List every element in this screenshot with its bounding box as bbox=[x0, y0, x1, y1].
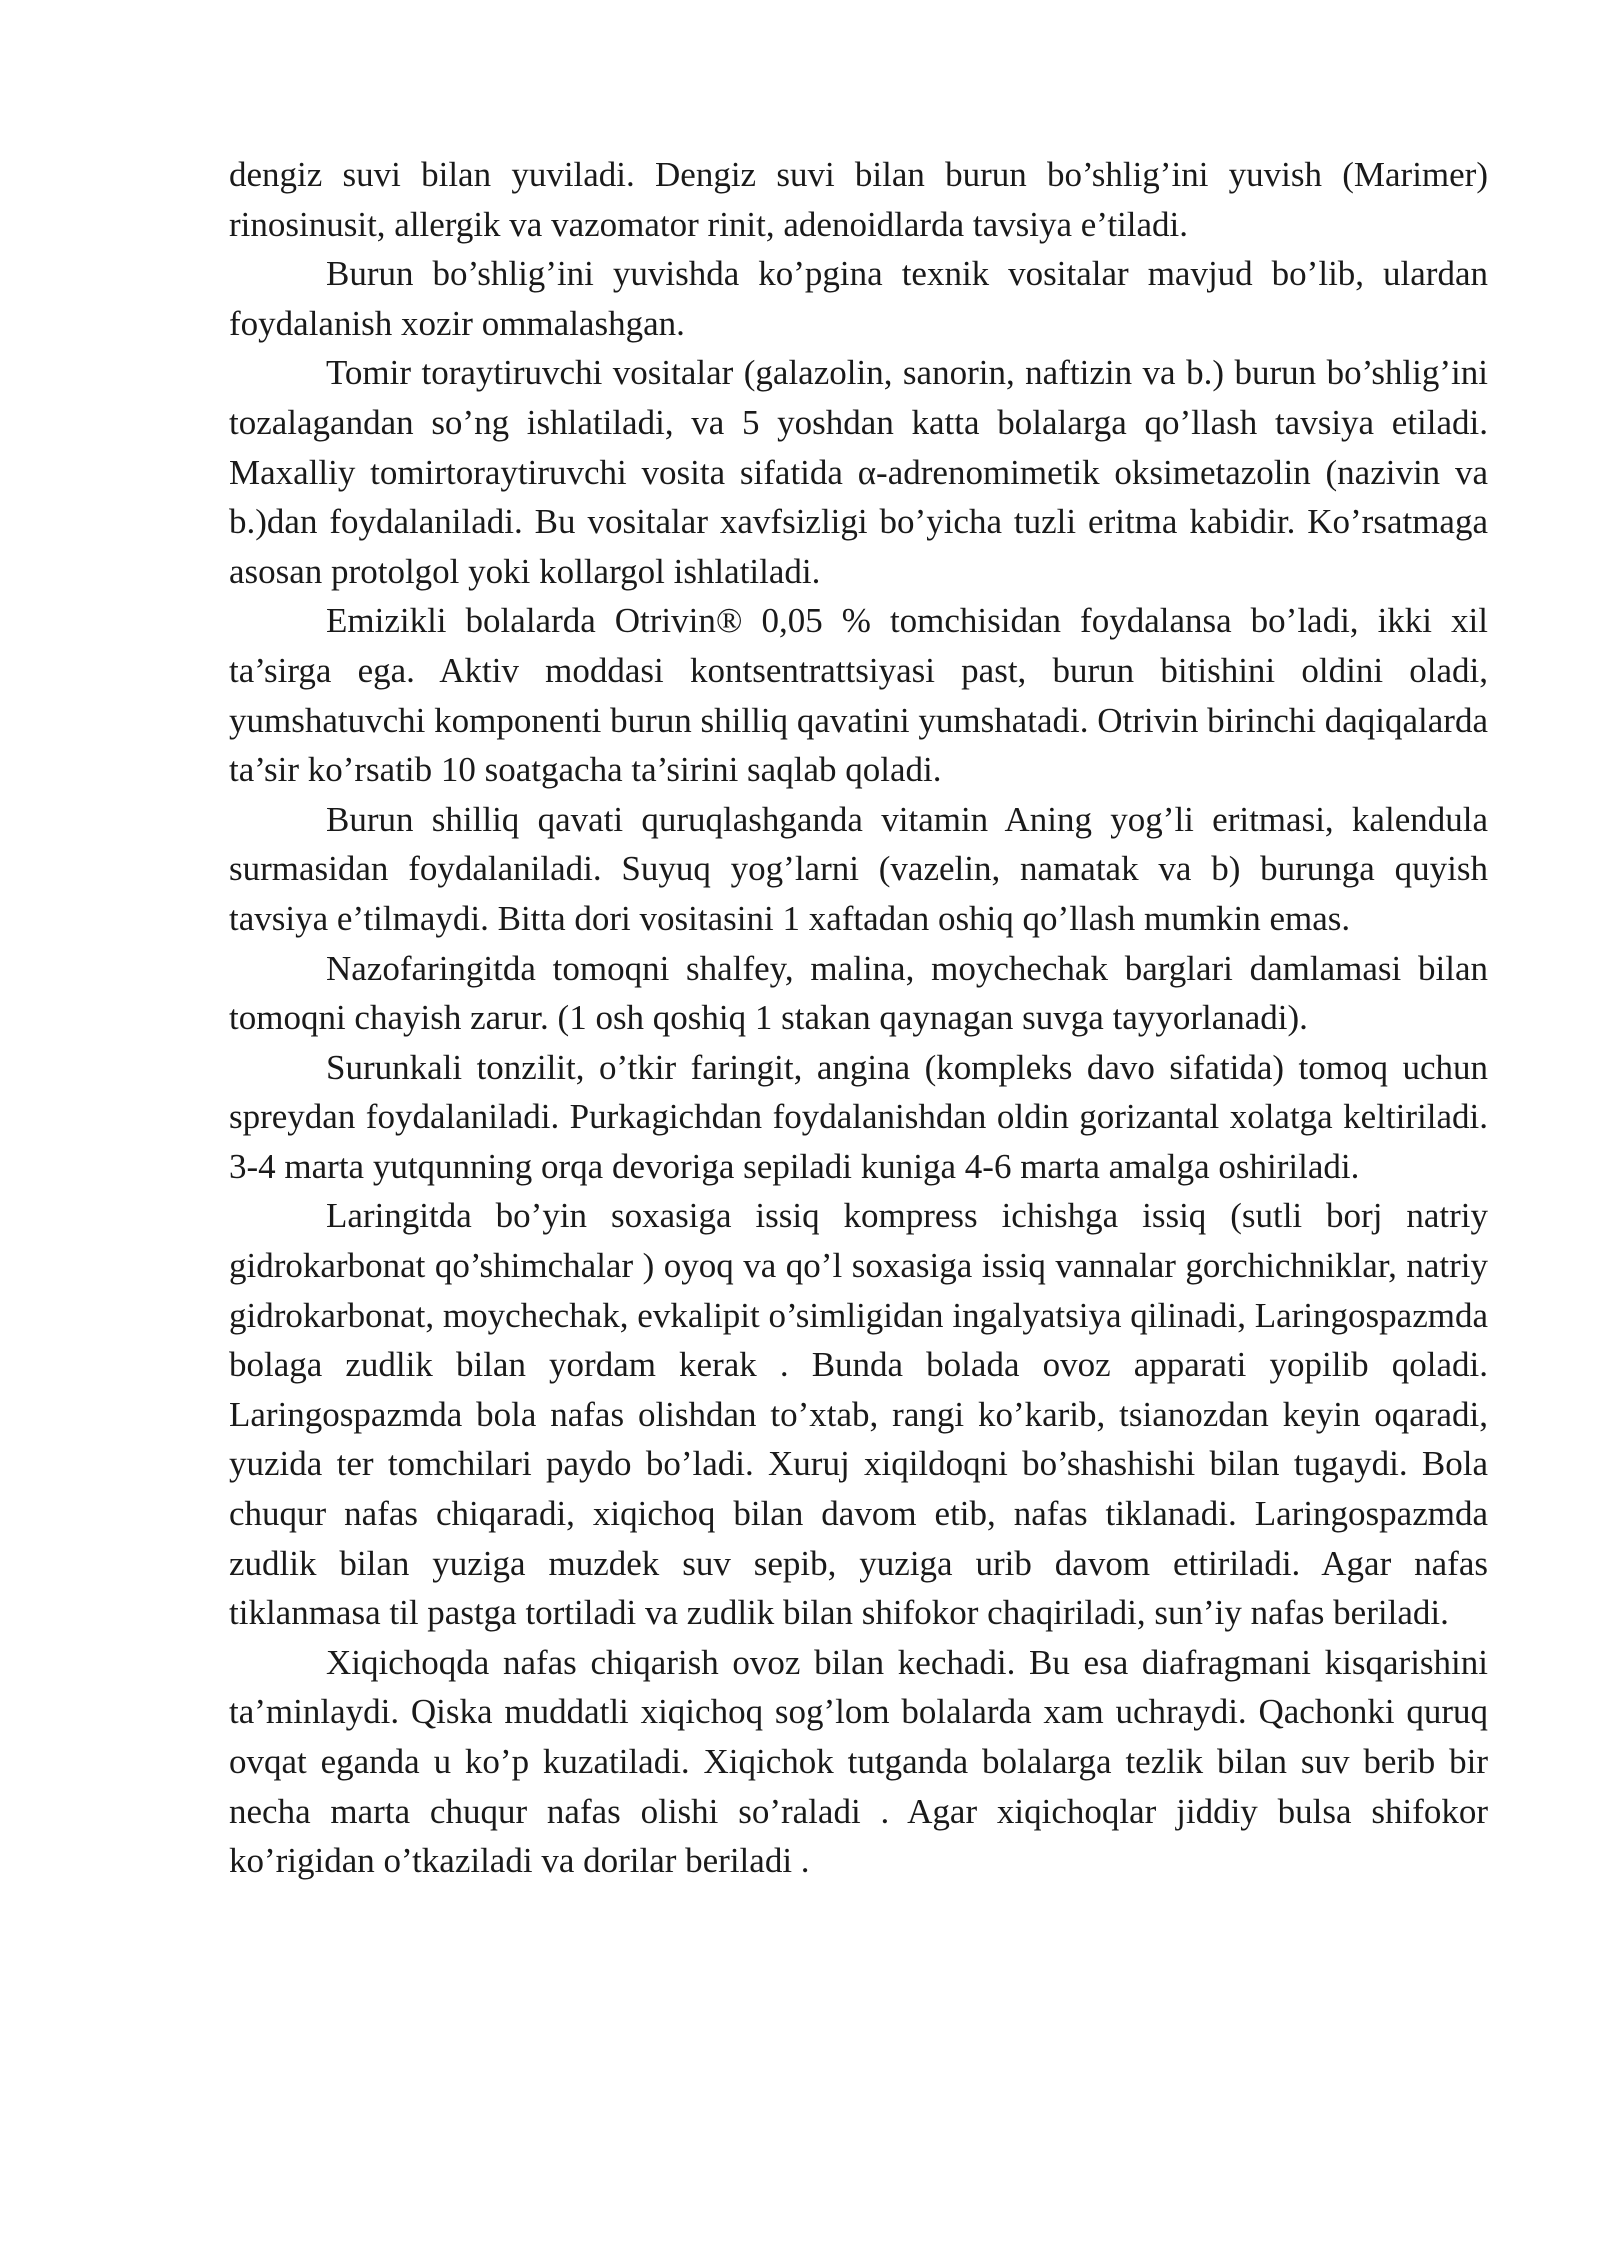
paragraph-9: Xiqichoqda nafas chiqarish ovoz bilan kechadi. Bu esa diafragmani kisqarishini ta’minlaydi. Qiska muddatli xiqichoq sog’lom bolalarda xam uchraydi. Qachonki quruq ovqat eganda u ko’p kuzatiladi. Xiqichok tutganda bolalarga tezlik bilan suv berib bir necha marta chuqur nafas olishi so’raladi . Agar xiqichoqlar jiddiy bulsa shifokor ko’rigidan o’tkaziladi va dorilar beriladi . bbox=[229, 1642, 1488, 1881]
paragraph-3: Tomir toraytiruvchi vositalar (galazolin, sanorin, naftizin va b.) burun bo’shlig’ini tozalagandan so’ng ishlatiladi, va 5 yoshdan katta bolalarga qo’llash tavsiya etiladi. Maxalliy tomirtoraytiruvchi vosita sifatida α-adrenomimetik oksimetazolin (nazivin va b.)dan foydalaniladi. Bu vositalar xavfsizligi bo’yicha tuzli eritma kabidir. Ko’rsatmaga asosan protolgol yoki kollargol ishlatiladi. bbox=[229, 353, 1488, 591]
body-text bbox=[229, 150, 1488, 1886]
paragraph-5: Burun shilliq qavati quruqlashganda vitamin Aning yog’li eritmasi, kalendula surmasidan foydalaniladi. Suyuq yog’larni (vazelin, namatak va b) burunga quyish tavsiya e’tilmaydi. Bitta dori vositasini 1 xaftadan oshiq qo’llash mumkin emas. bbox=[229, 799, 1488, 938]
paragraph-1: dengiz suvi bilan yuviladi. Dengiz suvi bilan burun bo’shlig’ini yuvish (Marimer) rinosinusit, allergik va vazomator rinit, adenoidlarda tavsiya e’tiladi. bbox=[229, 155, 1488, 244]
paragraph-6: Nazofaringitda tomoqni shalfey, malina, moychechak barglari damlamasi bilan tomoqni chayish zarur. (1 osh qoshiq 1 stakan qaynagan suvga tayyorlanadi). bbox=[229, 948, 1488, 1038]
paragraph-8: Laringitda bo’yin soxasiga issiq kompress ichishga issiq (sutli borj natriy gidrokarbonat qo’shimchalar ) oyoq va qo’l soxasiga issiq vannalar gorchichniklar, natriy gidrokarbonat, moychechak, evkalipit o’simligidan ingalyatsiya qilinadi, Laringospazmda bolaga zudlik bilan yordam kerak . Bunda bolada ovoz apparati yopilib qoladi. Laringospazmda bola nafas olishdan to’xtab, rangi ko’karib, tsianozdan keyin oqaradi, yuzida ter tomchilari paydo bo’ladi. Xuruj xiqildoqni bo’shashishi bilan tugaydi. Bola chuqur nafas chiqaradi, xiqichoq bilan davom etib, nafas tiklanadi. Laringospazmda zudlik bilan yuziga muzdek suv sepib, yuziga urib davom ettiriladi. Agar nafas tiklanmasa til pastga tortiladi va zudlik bilan shifokor chaqiriladi, sun’iy nafas beriladi. bbox=[229, 1196, 1488, 1633]
paragraph-2: Burun bo’shlig’ini yuvishda ko’pgina texnik vositalar mavjud bo’lib, ulardan foydalanish xozir ommalashgan. bbox=[229, 254, 1488, 343]
paragraph-7: Surunkali tonzilit, o’tkir faringit, angina (kompleks davo sifatida) tomoq uchun spreydan foydalaniladi. Purkagichdan foydalanishdan oldin gorizantal xolatga keltiriladi. 3-4 marta yutqunning orqa devoriga sepiladi kuniga 4-6 marta amalga oshiriladi. bbox=[229, 1047, 1488, 1186]
paragraph-4: Emizikli bolalarda Otrivin® 0,05 % tomchisidan foydalansa bo’ladi, ikki xil ta’sirga ega. Aktiv moddasi kontsentrattsiyasi past, burun bitishini oldini oladi, yumshatuvchi komponenti burun shilliq qavatini yumshatadi. Otrivin birinchi daqiqalarda ta’sir ko’rsatib 10 soatgacha ta’sirini saqlab qoladi. bbox=[229, 601, 1488, 790]
